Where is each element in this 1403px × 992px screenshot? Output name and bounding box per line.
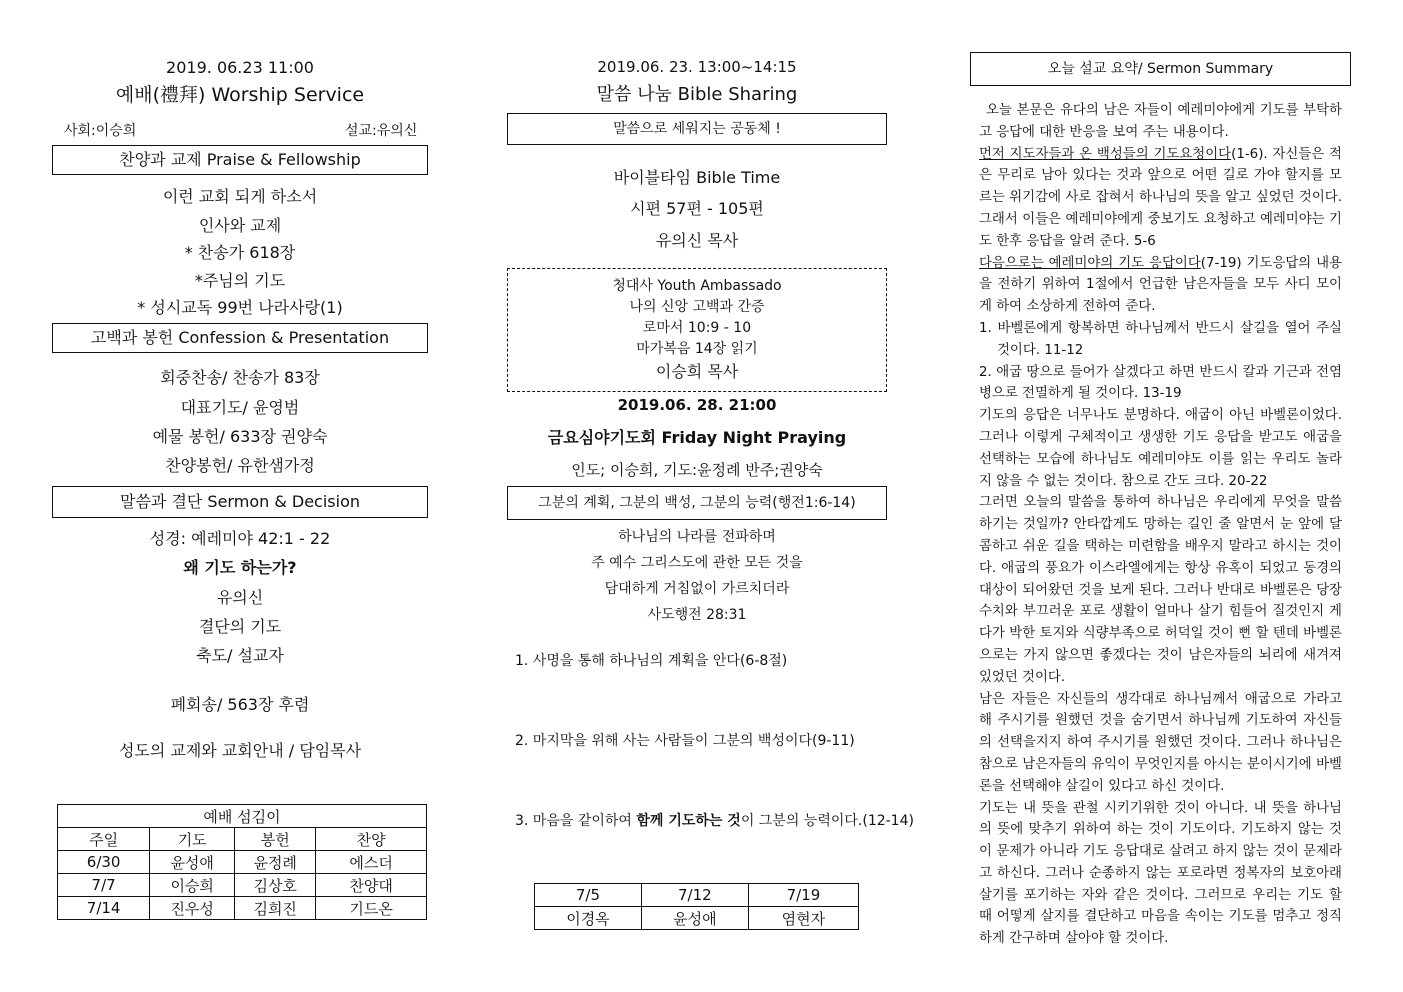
table-row [58, 851, 427, 874]
bible-sharing-date: 2019.06. 23. 13:00~14:15 [597, 58, 797, 76]
friday-roster-table [534, 883, 859, 930]
scripture-reference: 성경: 예레미야 42:1 - 22 [149, 529, 331, 548]
youth-item: 나의 신앙 고백과 간증 [629, 299, 765, 315]
table-cell: 7/19 [748, 884, 858, 907]
summary-list-item: 1. 바벨론에게 항복하면 하나님께서 반드시 살길을 열어 주실 것이다. 11-12 [979, 320, 1342, 358]
bible-time-passage: 시편 57편 - 105편 [630, 199, 764, 218]
sermon-item: 결단의 기도 [198, 617, 282, 636]
servant-schedule-table [57, 804, 427, 920]
friday-title: 금요심야기도회 Friday Night Praying [547, 428, 847, 447]
confession-item: 찬양봉헌/ 유한샘가정 [165, 456, 315, 475]
section-header-confession: 고백과 봉헌 Confession & Presentation [52, 323, 428, 353]
closing-hymn: 폐회송/ 563장 후렴 [170, 695, 310, 714]
worship-title: 예배(禮拜) Worship Service [115, 84, 365, 106]
sermon-summary-body [979, 100, 1342, 950]
table-cell: 기드온 [316, 897, 427, 920]
point-3-text: 이 그분의 능력이다.(12-14) [740, 813, 914, 829]
point-2: 2. 마지막을 위해 사는 사람들이 그분의 백성이다(9-11) [515, 733, 855, 749]
friday-roles: 인도; 이승희, 기도:윤정례 반주;권양숙 [571, 461, 823, 479]
table-cell: 윤성애 [641, 907, 748, 930]
point-3-emphasis: 함께 기도하는 것 [636, 813, 741, 829]
verse-line: 담대하게 거침없이 가르치더라 [604, 581, 790, 597]
table-caption: 예배 섬김이 [58, 805, 427, 828]
verse-reference: 사도행전 28:31 [647, 607, 747, 623]
confession-item: 예물 봉헌/ 633장 권양숙 [152, 427, 328, 446]
sermon-item: 축도/ 설교자 [196, 646, 284, 665]
table-header: 찬양 [316, 828, 427, 851]
table-cell: 윤정례 [235, 851, 316, 874]
table-cell: 7/7 [58, 874, 150, 897]
table-cell: 7/5 [535, 884, 642, 907]
summary-paragraph [979, 144, 1342, 253]
motto-box: 말씀으로 세워지는 공동체 ! [507, 113, 887, 145]
praise-item: 이런 교회 되게 하소서 [162, 187, 318, 206]
sermon-item: 유의신 [216, 588, 264, 607]
summary-emphasis: 다음으로는 예레미야의 기도 응답이다 [979, 255, 1201, 271]
youth-item: 마가복음 14장 읽기 [636, 341, 758, 357]
table-row [58, 874, 427, 897]
table-cell: 에스더 [316, 851, 427, 874]
table-header: 봉헌 [235, 828, 316, 851]
summary-paragraph: 기도의 응답은 너무나도 분명하다. 애굽이 아닌 바벨론이었다. 그러나 이렇게 구체적이고 생생한 기도 응답을 받고도 애굽을 선택하는 모습에 하나님도 예레미야도 이를 읽는 우리도 놀라지 않을 수 없는 것이다. 참으로 간도 크다. 20-22 [979, 408, 1342, 489]
section-header-praise: 찬양과 교제 Praise & Fellowship [52, 145, 428, 175]
table-header: 주일 [58, 828, 150, 851]
bible-time-leader: 유의신 목사 [655, 231, 739, 250]
summary-paragraph: 기도는 내 뜻을 관철 시키기위한 것이 아니다. 내 뜻을 하나님의 뜻에 맞추기 위하여 하는 것이 기도이다. 기도하지 않는 것이 문제가 아니라 기도 응답대로 살려고 하지 않는 것이 문제라고 하신다. 그러나 순종하지 않는 포로라면 정복자의 보호아래 살기를 포기하는 자와 같은 것이다. 그러므로 우리는 기도 할 때 어떻게 살지를 결단하고 마음을 속이는 기도를 멈추고 정직하게 간구하며 살아야 할 것이다. [979, 800, 1342, 947]
table-cell: 이경옥 [535, 907, 642, 930]
verse-line: 주 예수 그리스도에 관한 모든 것을 [591, 555, 803, 571]
friday-theme-box: 그분의 계획, 그분의 백성, 그분의 능력(행전1:6-14) [507, 486, 887, 520]
table-cell: 6/30 [58, 851, 150, 874]
table-row [535, 907, 859, 930]
praise-item: * 성시교독 99번 나라사랑(1) [137, 298, 343, 317]
praise-item: *주님의 기도 [194, 271, 286, 290]
youth-item: 로마서 10:9 - 10 [642, 320, 752, 336]
confession-item: 회중찬송/ 찬송가 83장 [160, 368, 320, 387]
section-header-sermon: 말씀과 결단 Sermon & Decision [52, 486, 428, 518]
summary-list-item: 2. 애굽 땅으로 들어가 살겠다고 하면 반드시 칼과 기근과 전염병으로 전멸하게 될 것이다. 13-19 [979, 364, 1342, 402]
table-cell: 7/14 [58, 897, 150, 920]
summary-text: (1-6). 자신들은 적은 무리로 남아 있다는 것과 앞으로 어떤 길로 가야 할지를 모르는 위기감에 사로 잡혀서 하나님의 뜻을 알고 싶었던 것이다. 그래서 이들은 예레미야에게 중보기도 요청하고 예레미야는 기도 한후 응답을 알려 준다. 5-6 [979, 146, 1342, 249]
table-cell: 김상호 [235, 874, 316, 897]
table-row [535, 884, 859, 907]
summary-paragraph: 남은 자들은 자신들의 생각대로 하나님께서 애굽으로 가라고 해 주시기를 원했던 것을 숨기면서 하나님께 기도하여 자신들의 선택을지지 하여 주시기를 원했던 것이다. 그러나 하나님은 참으로 남은자들의 유익이 무엇인지를 아시는 분이시기에 바벨론을 선택해야 살길이 있다고 하신 것이다. [979, 691, 1342, 794]
praise-item: 인사와 교제 [198, 216, 282, 235]
summary-paragraph: 그러면 오늘의 말씀을 통하여 하나님은 우리에게 무엇을 말씀하기는 것일까? 안타깝게도 망하는 길인 줄 알면서 눈 앞에 달콤하고 쉬운 길을 택하는 미련함을 배우지 말라고 하시는 것이다. 애굽의 풍요가 이스라엘에게는 항상 유혹이 되었고 동경의 대상이 되어왔던 것을 보게 된다. 그러나 반대로 바벨론은 당장 수치와 부끄러운 포로 생활이 얼마나 살기 힘들어 질것인지 게다가 박한 토지와 식량부족으로 허덕일 것이 뻔 할 텐데 바벨론으로는 가지 않으면 좋겠다는 것이 남은자들의 뇌리에 새겨져 있었던 것이다. [979, 495, 1342, 685]
sermon-title: 왜 기도 하는가? [183, 558, 297, 577]
table-cell: 염현자 [748, 907, 858, 930]
table-cell: 김희진 [235, 897, 316, 920]
table-cell: 찬양대 [316, 874, 427, 897]
point-3 [515, 810, 914, 830]
fellowship-notice: 성도의 교제와 교회안내 / 담임목사 [118, 741, 362, 760]
summary-paragraph: 오늘 본문은 유다의 남은 자들이 예레미야에게 기도를 부탁하고 응답에 대한 반응을 보여 주는 내용이다. [979, 103, 1342, 140]
worship-date: 2019. 06.23 11:00 [166, 58, 314, 77]
summary-text: (7-19) 기도응답의 내용을 전하기 위하여 1절에서 언급한 남은자들을 모두 사디 모이게 하여 소상하게 전하여 준다. [979, 255, 1342, 315]
youth-leader: 이승희 목사 [655, 362, 739, 381]
praise-item: * 찬송가 618장 [184, 243, 296, 262]
table-cell: 7/12 [641, 884, 748, 907]
verse-line: 하나님의 나라를 전파하며 [618, 529, 776, 545]
point-3-text: 3. 마음을 같이하여 [515, 813, 637, 829]
worship-host: 사회:이승희 [64, 123, 137, 139]
bible-time-title: 바이블타임 Bible Time [613, 168, 781, 187]
table-header: 기도 [150, 828, 235, 851]
summary-emphasis: 먼저 지도자들과 온 백성들의 기도요청이다 [979, 146, 1232, 162]
youth-title: 청대사 Youth Ambassado [612, 278, 782, 294]
table-cell: 윤성애 [150, 851, 235, 874]
sermon-summary-header: 오늘 설교 요약/ Sermon Summary [970, 52, 1351, 86]
bible-sharing-title: 말씀 나눔 Bible Sharing [596, 84, 798, 105]
table-cell: 진우성 [150, 897, 235, 920]
youth-ambassador-box [507, 268, 887, 392]
table-row [58, 897, 427, 920]
friday-date: 2019.06. 28. 21:00 [617, 396, 777, 414]
table-cell: 이승희 [150, 874, 235, 897]
point-1: 1. 사명을 통해 하나님의 계획을 안다(6-8절) [515, 653, 788, 669]
worship-preacher: 설교:유의신 [345, 123, 418, 139]
confession-item: 대표기도/ 윤영범 [180, 398, 300, 417]
summary-paragraph [979, 253, 1342, 318]
